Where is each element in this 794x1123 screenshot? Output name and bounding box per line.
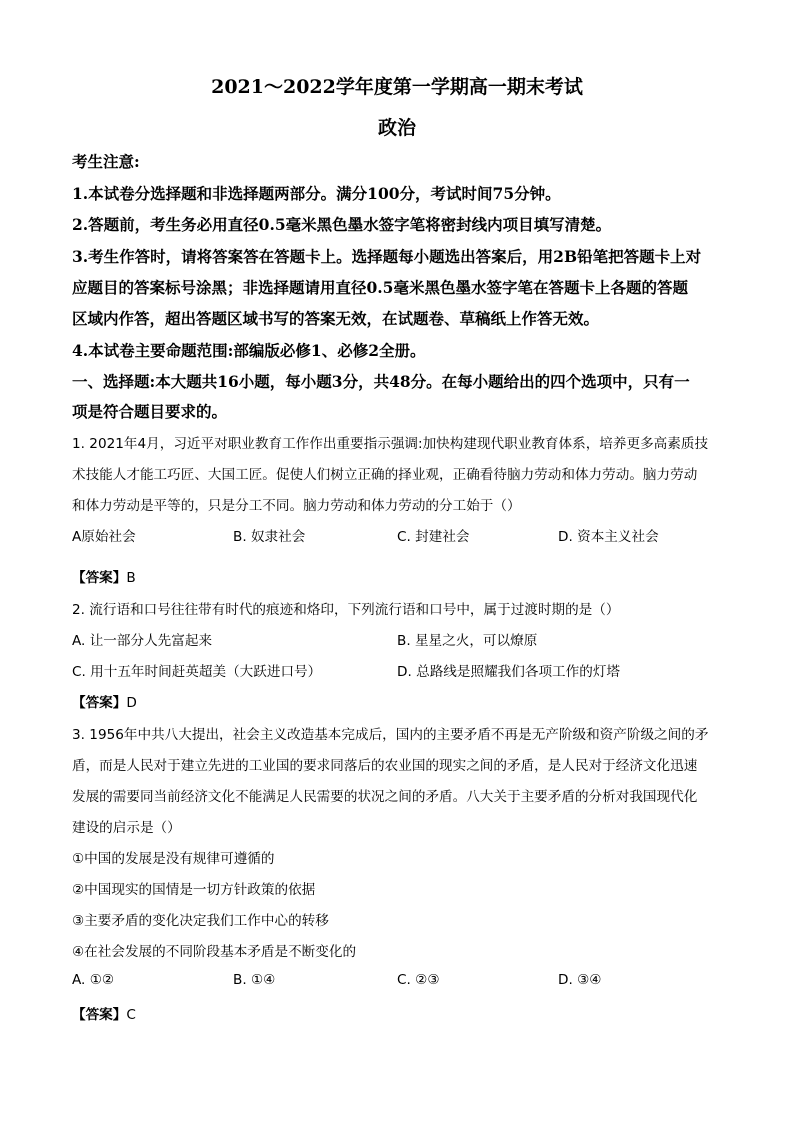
- notice-line: 4.本试卷主要命题范围:部编版必修1、必修2全册。: [72, 341, 426, 360]
- option-c: C. 用十五年时间赶英超美（大跃进口号）: [72, 664, 322, 680]
- answer-value: D: [126, 695, 137, 711]
- answer-value: B: [126, 570, 136, 586]
- answer-line: [72, 1003, 136, 1023]
- notice-line: 1.本试卷分选择题和非选择题两部分。满分100分，考试时间75分钟。: [72, 184, 561, 203]
- answer-line: [72, 691, 137, 711]
- notice-heading: 考生注意:: [72, 152, 140, 171]
- section-line: 一、选择题:本大题共16小题，每小题3分，共48分。在每小题给出的四个选项中，只有一: [72, 372, 690, 391]
- notice-line: 2.答题前，考生务必用直径0.5毫米黑色墨水签字笔将密封线内项目填写清楚。: [72, 215, 612, 234]
- answer-value: C: [126, 1007, 136, 1023]
- exam-subject: 政治: [377, 117, 416, 139]
- question-text: 3. 1956年中共八大提出，社会主义改造基本完成后，国内的主要矛盾不再是无产阶级和资产阶级之间的矛: [72, 727, 709, 743]
- answer-label: 【答案】: [72, 1007, 127, 1023]
- option-a: A原始社会: [72, 529, 136, 545]
- statement-4: ④在社会发展的不同阶段基本矛盾是不断变化的: [72, 944, 357, 960]
- option-b: B. 奴隶社会: [233, 529, 306, 545]
- option-d: D. 资本主义社会: [558, 529, 659, 545]
- notice-line: 区域内作答，超出答题区域书写的答案无效，在试题卷、草稿纸上作答无效。: [72, 309, 600, 328]
- answer-label: 【答案】: [72, 570, 127, 586]
- statement-3: ③主要矛盾的变化决定我们工作中心的转移: [72, 913, 329, 929]
- notice-line: 应题目的答案标号涂黑；非选择题请用直径0.5毫米黑色墨水签字笔在答题卡上各题的答题: [72, 278, 688, 297]
- statement-1: ①中国的发展是没有规律可遵循的: [72, 851, 275, 867]
- notice-line: 3.考生作答时，请将答案答在答题卡上。选择题每小题选出答案后，用2B铅笔把答题卡上对: [72, 247, 702, 266]
- question-text: 和体力劳动是平等的，只是分工不同。脑力劳动和体力劳动的分工始于（）: [72, 498, 521, 514]
- question-text: 2. 流行语和口号往往带有时代的痕迹和烙印，下列流行语和口号中，属于过渡时期的是（）: [72, 602, 620, 618]
- question-text: 建设的启示是（）: [72, 820, 181, 836]
- option-d: D. ③④: [558, 972, 602, 988]
- option-a: A. 让一部分人先富起来: [72, 633, 213, 649]
- section-line: 项是符合题目要求的。: [72, 402, 228, 421]
- question-text: 1. 2021年4月，习近平对职业教育工作作出重要指示强调:加快构建现代职业教育体系，培养更多高素质技: [72, 436, 709, 452]
- answer-label: 【答案】: [72, 695, 127, 711]
- statement-2: ②中国现实的国情是一切方针政策的依据: [72, 882, 316, 898]
- option-b: B. 星星之火，可以燎原: [397, 633, 538, 649]
- question-text: 发展的需要同当前经济文化不能满足人民需要的状况之间的矛盾。八大关于主要矛盾的分析对我国现代化: [72, 789, 698, 805]
- option-b: B. ①④: [233, 972, 276, 988]
- option-c: C. 封建社会: [397, 529, 470, 545]
- question-text: 术技能人才能工巧匠、大国工匠。促使人们树立正确的择业观，正确看待脑力劳动和体力劳动。脑力劳动: [72, 467, 698, 483]
- option-d: D. 总路线是照耀我们各项工作的灯塔: [397, 664, 621, 680]
- option-a: A. ①②: [72, 972, 115, 988]
- option-c: C. ②③: [397, 972, 440, 988]
- answer-line: [72, 566, 136, 586]
- exam-title: 2021～2022学年度第一学期高一期末考试: [211, 76, 583, 98]
- question-text: 盾，而是人民对于建立先进的工业国的要求同落后的农业国的现实之间的矛盾，是人民对于经济文化迅速: [72, 758, 698, 774]
